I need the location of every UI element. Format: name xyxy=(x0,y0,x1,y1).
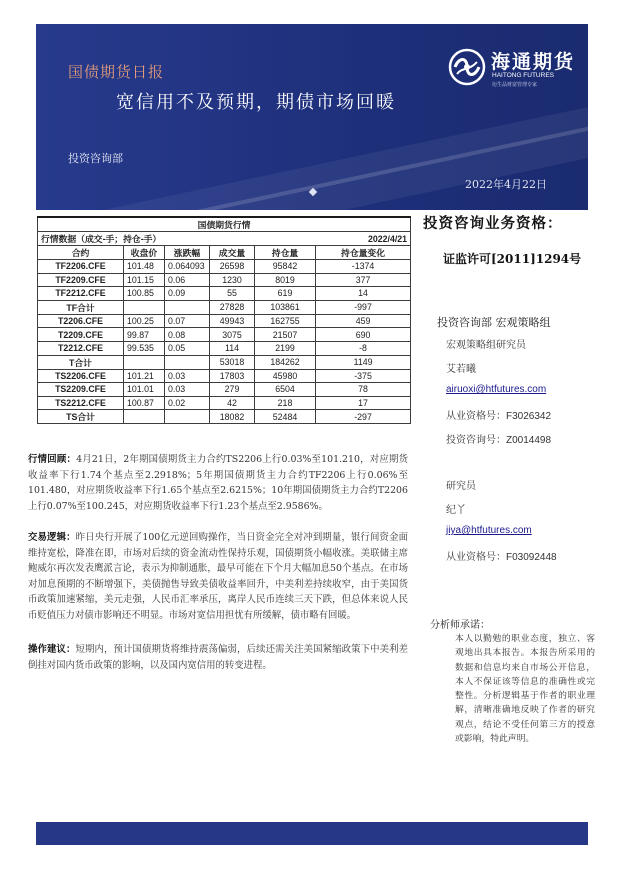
table-cell: 14 xyxy=(316,287,411,301)
market-review-label: 行情回顾： xyxy=(28,454,77,465)
haitong-logo-icon xyxy=(447,47,487,87)
trading-logic-label: 交易逻辑： xyxy=(28,532,76,543)
report-type: 国债期货日报 xyxy=(68,63,165,81)
table-row xyxy=(38,383,411,397)
column-header: 成交量 xyxy=(210,246,255,260)
table-cell: 0.02 xyxy=(165,396,210,410)
table-cell: 218 xyxy=(255,396,316,410)
trading-logic-text: 昨日央行开展了100亿元逆回购操作，当日资金完全对冲到期量，银行间资金面维持宽松，降准在即，市场对后续的资金流动性保持乐观，国债期货小幅收涨。美联储主席鲍威尔再次发表鹰派言论，表示为抑制通胀，最早可能在下个月大幅加息50个基点。在市场对加息预期的不断增强下，美债抛售导致美债收益率回升，中美利差持续收窄，由于美国货币政策加速紧缩，美元走强，人民币汇率承压，离岸人民币连续三天下跌，但总体来说人民币贬值压力对债市影响还不明显。市场对宽信用担忧有所缓解，债市略有回暖。 xyxy=(28,532,408,621)
table-cell: TF2212.CFE xyxy=(38,287,124,301)
column-header: 合约 xyxy=(38,246,124,260)
table-cell: 26598 xyxy=(210,260,255,274)
table-cell: 0.03 xyxy=(165,369,210,383)
column-header: 持仓量变化 xyxy=(316,246,411,260)
table-cell: 1230 xyxy=(210,273,255,287)
table-body xyxy=(38,260,411,424)
table-cell xyxy=(165,410,210,424)
analyst1-practice-cert xyxy=(446,407,551,422)
commitment-title: 分析师承诺： xyxy=(430,620,490,631)
table-row xyxy=(38,369,411,383)
footer-bar xyxy=(36,822,588,845)
table-cell: 690 xyxy=(316,328,411,342)
table-cell: TS合计 xyxy=(38,410,124,424)
consult-cert-value: Z0014498 xyxy=(506,435,552,446)
department-label: 投资咨询部 xyxy=(68,152,123,165)
analyst1-email-link[interactable]: airuoxi@htfutures.com xyxy=(446,384,547,395)
table-cell: -375 xyxy=(316,369,411,383)
table-cell: 17803 xyxy=(210,369,255,383)
table-cell: 0.08 xyxy=(165,328,210,342)
table-cell: 27828 xyxy=(210,300,255,314)
table-row xyxy=(38,396,411,410)
table-cell xyxy=(124,410,165,424)
logo-name-en: HAITONG FUTURES xyxy=(492,72,554,79)
table-row xyxy=(38,314,411,328)
column-header: 收盘价 xyxy=(124,246,165,260)
table-cell: 279 xyxy=(210,383,255,397)
table-cell: 0.064093 xyxy=(165,260,210,274)
table-cell xyxy=(165,355,210,369)
table-cell xyxy=(124,355,165,369)
table-cell: TS2206.CFE xyxy=(38,369,124,383)
table-row xyxy=(38,410,411,424)
report-date: 2022年4月22日 xyxy=(465,178,547,191)
table-date: 2022/4/21 xyxy=(210,232,411,246)
table-row xyxy=(38,287,411,301)
table-cell: T合计 xyxy=(38,355,124,369)
table-cell: 101.15 xyxy=(124,273,165,287)
analyst1-name: 艾若曦 xyxy=(446,364,476,375)
table-cell: TF合计 xyxy=(38,300,124,314)
futures-quote-table xyxy=(37,216,411,424)
table-cell: 101.21 xyxy=(124,369,165,383)
practice-cert-value-2: F03092448 xyxy=(506,552,557,563)
table-cell: -1374 xyxy=(316,260,411,274)
table-cell: 0.05 xyxy=(165,341,210,355)
qualification-title: 投资咨询业务资格： xyxy=(423,215,563,232)
logo-name-cn: 海通期货 xyxy=(491,51,576,73)
table-cell: -297 xyxy=(316,410,411,424)
analyst2-email-link[interactable]: jiya@htfutures.com xyxy=(446,525,532,536)
table-cell: 99.535 xyxy=(124,341,165,355)
report-title: 宽信用不及预期，期债市场回暖 xyxy=(116,92,396,113)
table-cell: 103861 xyxy=(255,300,316,314)
practice-cert-label-2: 从业资格号： xyxy=(446,552,506,563)
table-cell: 100.25 xyxy=(124,314,165,328)
table-cell: TF2206.CFE xyxy=(38,260,124,274)
table-cell xyxy=(124,300,165,314)
table-cell: 78 xyxy=(316,383,411,397)
market-review-text: 4月21日，2年期国债期货主力合约TS2206上行0.03%至101.210，对应期货收益率下行1.74个基点至2.2918%；5年期国债期货主力合约TF2206上行0.06%至101.480，对应期货收益率下行1.65个基点至2.6215%；10年期国债期货主力合约T2206上行0.07%至100.245，对应期货收益率下行1.23个基点至2.9586%。 xyxy=(28,454,408,512)
analyst2-practice-cert xyxy=(446,548,557,563)
table-cell: 114 xyxy=(210,341,255,355)
table-row xyxy=(38,273,411,287)
researcher-label: 研究员 xyxy=(446,481,476,492)
table-cell: 100.85 xyxy=(124,287,165,301)
table-cell: 101.48 xyxy=(124,260,165,274)
table-title: 国债期货行情 xyxy=(38,217,411,232)
table-cell: TF2209.CFE xyxy=(38,273,124,287)
practice-cert-label: 从业资格号： xyxy=(446,411,506,422)
market-review xyxy=(28,452,408,514)
table-row xyxy=(38,341,411,355)
table-cell: 99.87 xyxy=(124,328,165,342)
operation-suggestion-text: 短期内，预计国债期货将维持震荡偏弱，后续还需关注美国紧缩政策下中美利差倒挂对国内货币政策的影响，以及国内宽信用的转变进程。 xyxy=(28,644,408,671)
table-cell: T2212.CFE xyxy=(38,341,124,355)
table-cell: 52484 xyxy=(255,410,316,424)
table-cell: 42 xyxy=(210,396,255,410)
table-cell: 17 xyxy=(316,396,411,410)
table-cell: 100.87 xyxy=(124,396,165,410)
table-cell: 0.03 xyxy=(165,383,210,397)
column-header: 涨跌幅 xyxy=(165,246,210,260)
consult-cert-label: 投资咨询号： xyxy=(446,435,506,446)
department-group: 投资咨询部 宏观策略组 xyxy=(437,316,551,329)
logo-slogan: 衍生品财富管理专家 xyxy=(492,82,538,88)
company-logo xyxy=(447,45,577,95)
table-subtitle: 行情数据（成交-手；持仓-手） xyxy=(38,232,210,246)
table-cell: T2206.CFE xyxy=(38,314,124,328)
table-cell: 49943 xyxy=(210,314,255,328)
table-cell: 53018 xyxy=(210,355,255,369)
table-row xyxy=(38,300,411,314)
table-cell: 459 xyxy=(316,314,411,328)
table-cell: 1149 xyxy=(316,355,411,369)
table-cell: -8 xyxy=(316,341,411,355)
table-cell: 3075 xyxy=(210,328,255,342)
table-cell: 18082 xyxy=(210,410,255,424)
license-number: 证监许可[2011]1294号 xyxy=(443,252,582,266)
operation-suggestion xyxy=(28,642,408,673)
operation-suggestion-label: 操作建议： xyxy=(28,644,76,655)
table-cell: 619 xyxy=(255,287,316,301)
table-cell: 95842 xyxy=(255,260,316,274)
table-cell: 184262 xyxy=(255,355,316,369)
table-cell: 45980 xyxy=(255,369,316,383)
table-cell: TS2212.CFE xyxy=(38,396,124,410)
table-cell: 8019 xyxy=(255,273,316,287)
table-cell: T2209.CFE xyxy=(38,328,124,342)
table-cell: 101.01 xyxy=(124,383,165,397)
trading-logic xyxy=(28,530,408,623)
table-cell: 0.07 xyxy=(165,314,210,328)
analyst2-name: 纪丫 xyxy=(446,505,466,516)
column-header: 持仓量 xyxy=(255,246,316,260)
table-cell: 0.09 xyxy=(165,287,210,301)
commitment-text: 本人以勤勉的职业态度，独立、客观地出具本报告。本报告所采用的数据和信息均来自市场公开信息，本人不保证该等信息的准确性或完整性。分析逻辑基于作者的职业理解，清晰准确地反映了作者的研究观点，结论不受任何第三方的授意或影响，特此声明。 xyxy=(455,634,595,745)
table-cell: 2199 xyxy=(255,341,316,355)
team-label: 宏观策略组研究员 xyxy=(446,340,526,351)
table-cell: TS2209.CFE xyxy=(38,383,124,397)
table-cell: 55 xyxy=(210,287,255,301)
table-row xyxy=(38,328,411,342)
table-cell: -997 xyxy=(316,300,411,314)
table-row xyxy=(38,355,411,369)
table-header-row xyxy=(38,246,411,260)
table-cell: 162755 xyxy=(255,314,316,328)
table-cell: 377 xyxy=(316,273,411,287)
table-row xyxy=(38,260,411,274)
table-cell: 21507 xyxy=(255,328,316,342)
analyst1-consult-cert xyxy=(446,431,551,446)
table-cell: 6504 xyxy=(255,383,316,397)
practice-cert-value: F3026342 xyxy=(506,411,552,422)
table-cell: 0.06 xyxy=(165,273,210,287)
table-cell xyxy=(165,300,210,314)
